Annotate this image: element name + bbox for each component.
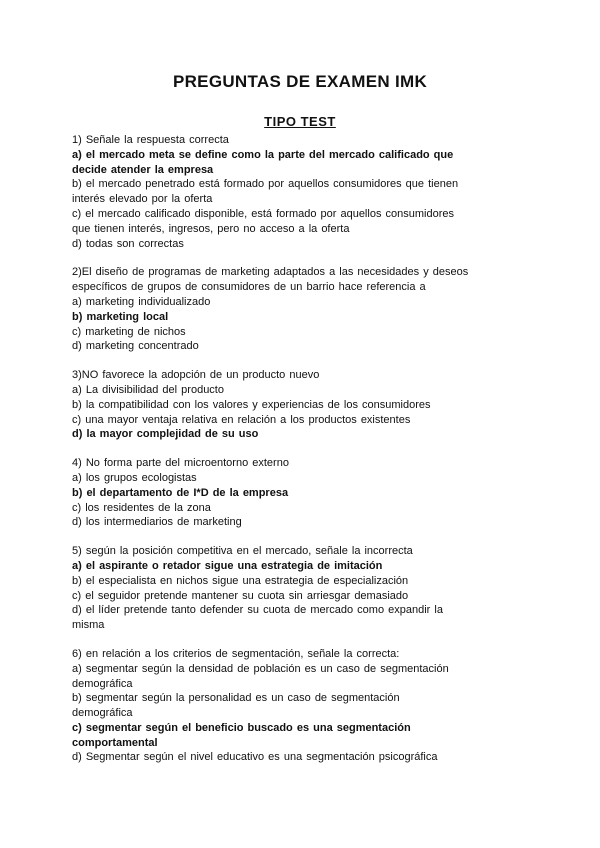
answer-option-correct xyxy=(72,721,500,751)
answer-option-correct xyxy=(72,310,500,325)
answer-option-line: a) el aspirante o retador sigue una estrategia de imitación xyxy=(72,559,383,572)
answer-option-correct xyxy=(72,427,500,442)
answer-option xyxy=(72,603,500,633)
answer-option-line: b) el departamento de I*D de la empresa xyxy=(72,486,289,499)
answer-option xyxy=(72,662,500,692)
answer-option xyxy=(72,237,500,252)
answer-option-line: c) el seguidor pretende mantener su cuota sin arriesgar demasiado xyxy=(72,589,409,602)
question-4 xyxy=(72,456,500,530)
answer-option-correct xyxy=(72,148,500,178)
question-stem-line: 5) según la posición competitiva en el mercado, señale la incorrecta xyxy=(72,545,413,558)
answer-option-line: d) marketing concentrado xyxy=(72,340,199,353)
answer-option-line: c) segmentar según el beneficio buscado es una segmentación xyxy=(72,721,411,734)
answer-option-line: que tienen interés, ingresos, pero no acceso a la oferta xyxy=(72,222,350,235)
answer-option xyxy=(72,574,500,589)
question-stem-line: 3)NO favorece la adopción de un producto nuevo xyxy=(72,369,320,382)
answer-option xyxy=(72,515,500,530)
question-stem-line: 1) Señale la respuesta correcta xyxy=(72,134,229,146)
answer-option-line: a) marketing individualizado xyxy=(72,295,211,308)
answer-option xyxy=(72,501,500,516)
answer-option xyxy=(72,398,500,413)
answer-option xyxy=(72,750,500,765)
section-subtitle: TIPO TEST xyxy=(264,114,336,129)
answer-option-line: interés elevado por la oferta xyxy=(72,193,213,206)
question-stem-line: 6) en relación a los criterios de segmentación, señale la correcta: xyxy=(72,647,400,660)
answer-option-line: a) el mercado meta se define como la parte del mercado calificado que xyxy=(72,148,454,161)
answer-option-line: c) los residentes de la zona xyxy=(72,501,211,514)
question-3 xyxy=(72,368,500,442)
answer-option xyxy=(72,339,500,354)
answer-option xyxy=(72,691,500,721)
answer-option-line: d) los intermediarios de marketing xyxy=(72,516,242,529)
answer-option-line: d) el líder pretende tanto defender su cuota de mercado como expandir la xyxy=(72,604,443,617)
document-title: PREGUNTAS DE EXAMEN IMK xyxy=(172,72,428,91)
question-2 xyxy=(72,265,500,354)
answer-option-line: misma xyxy=(72,619,105,632)
answer-option-line: demográfica xyxy=(72,677,133,690)
answer-option-line: c) el mercado calificado disponible, está formado por aquellos consumidores xyxy=(72,207,454,220)
question-stem-line: 4) No forma parte del microentorno externo xyxy=(72,457,289,470)
answer-option-line: decide atender la empresa xyxy=(72,163,214,176)
answer-option-line: d) Segmentar según el nivel educativo es una segmentación psicográfica xyxy=(72,751,438,764)
answer-option-line: a) segmentar según la densidad de población es un caso de segmentación xyxy=(72,662,449,675)
answer-option-line: a) La divisibilidad del producto xyxy=(72,383,224,396)
answer-option-line: b) marketing local xyxy=(72,310,169,323)
answer-option-correct xyxy=(72,486,500,501)
answer-option-line: demográfica xyxy=(72,707,133,720)
answer-option-line: b) el especialista en nichos sigue una estrategia de especialización xyxy=(72,574,409,587)
answer-option xyxy=(72,177,500,207)
answer-option-correct xyxy=(72,559,500,574)
answer-option-line: a) los grupos ecologistas xyxy=(72,471,197,484)
answer-option xyxy=(72,383,500,398)
question-5 xyxy=(72,544,500,633)
answer-option xyxy=(72,471,500,486)
answer-option-line: d) la mayor complejidad de su uso xyxy=(72,428,259,441)
answer-option xyxy=(72,589,500,604)
question-6 xyxy=(72,647,500,765)
answer-option xyxy=(72,295,500,310)
answer-option-line: comportamental xyxy=(72,736,158,749)
question-stem-line: específicos de grupos de consumidores de un barrio hace referencia a xyxy=(72,281,426,294)
answer-option-line: b) el mercado penetrado está formado por aquellos consumidores que tienen xyxy=(72,178,459,191)
question-1 xyxy=(72,133,500,251)
answer-option-line: b) segmentar según la personalidad es un caso de segmentación xyxy=(72,692,400,705)
answer-option-line: c) marketing de nichos xyxy=(72,325,186,338)
question-stem-line: 2)El diseño de programas de marketing adaptados a las necesidades y deseos xyxy=(72,266,469,279)
answer-option xyxy=(72,207,500,237)
answer-option xyxy=(72,413,500,428)
answer-option-line: d) todas son correctas xyxy=(72,237,184,250)
answer-option xyxy=(72,325,500,340)
answer-option-line: b) la compatibilidad con los valores y experiencias de los consumidores xyxy=(72,398,431,411)
question-list xyxy=(72,133,500,765)
answer-option-line: c) una mayor ventaja relativa en relación a los productos existentes xyxy=(72,413,411,426)
